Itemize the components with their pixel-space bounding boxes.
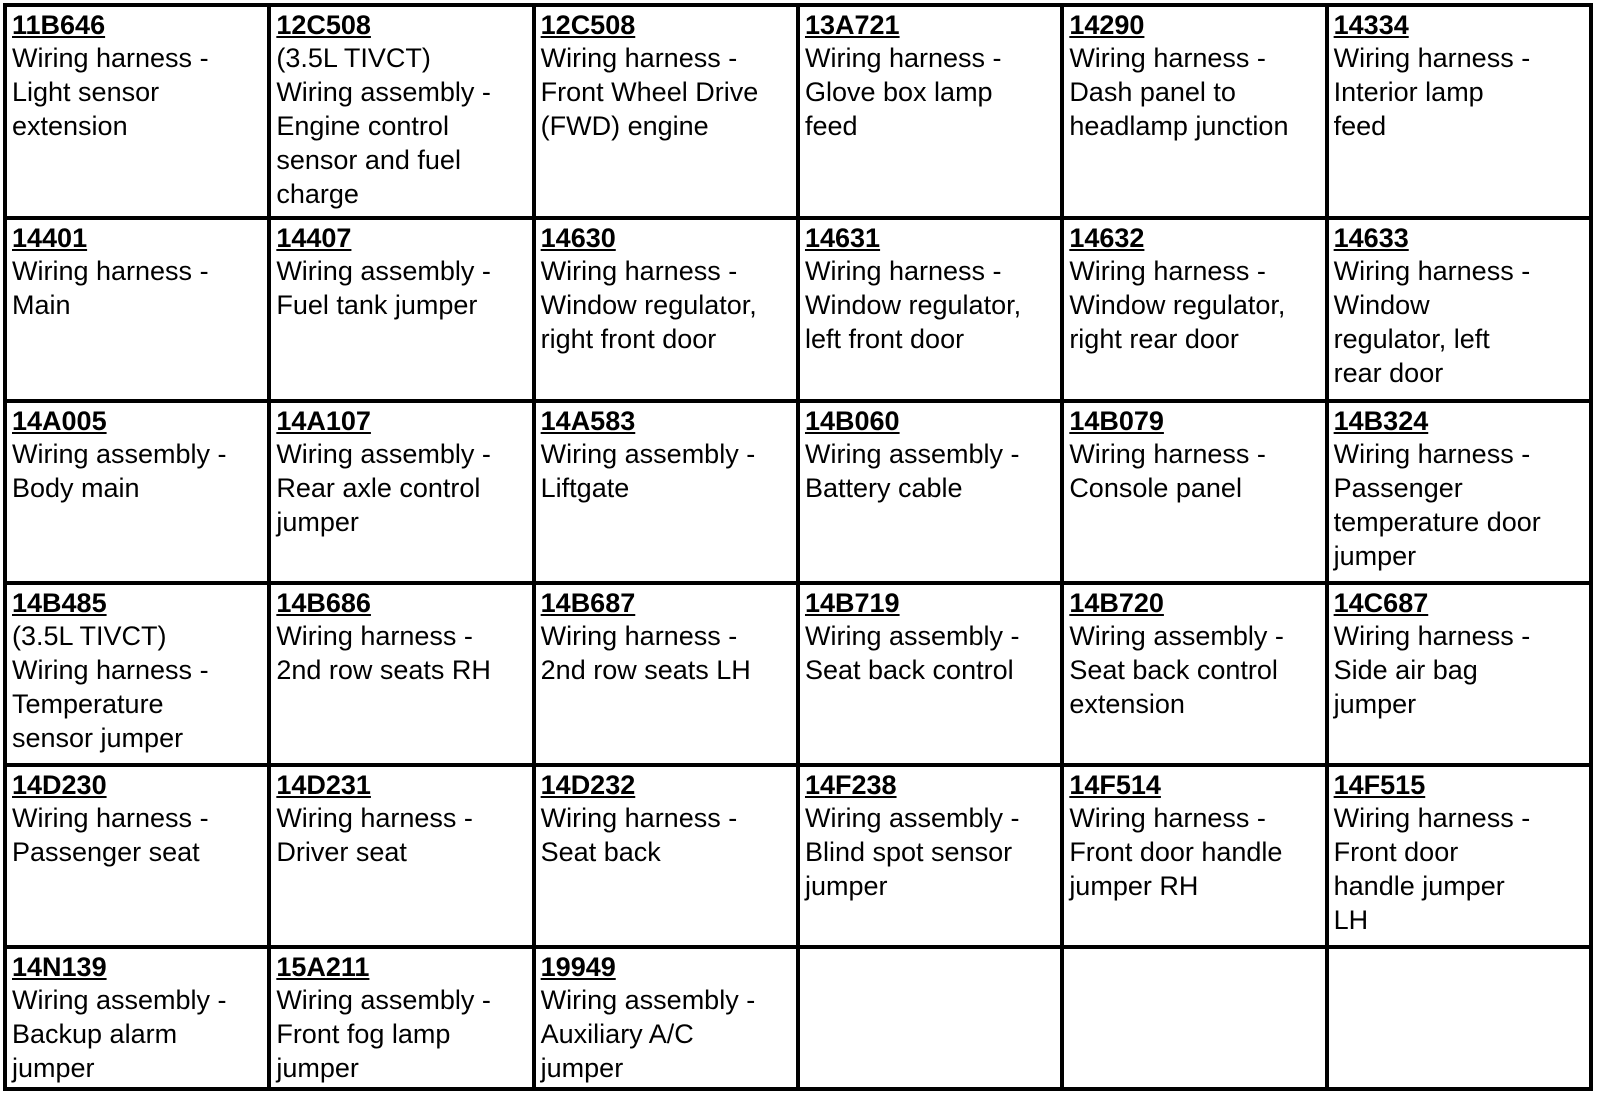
- part-code: 14A005: [12, 405, 107, 436]
- part-code: 12C508: [540, 10, 636, 40]
- table-cell: [1064, 220, 1324, 399]
- table-cell: [536, 220, 796, 399]
- empty-cell: [800, 949, 1060, 1087]
- table-cell: [1064, 403, 1324, 581]
- part-description: Wiring assembly - Seat back control: [804, 620, 1020, 685]
- part-code: 12C508: [276, 10, 371, 40]
- part-code: 14D232: [540, 770, 636, 801]
- part-description: (3.5L TIVCT) Wiring harness - Temperature sensor jumper: [12, 620, 209, 753]
- table-cell: [536, 403, 796, 581]
- part-description: Wiring harness - Front Wheel Drive (FWD) engine: [540, 43, 759, 141]
- empty-cell: [1329, 949, 1589, 1087]
- table-row: [7, 585, 1589, 763]
- table-row: [7, 767, 1589, 945]
- part-description: Wiring assembly - Battery cable: [804, 438, 1020, 503]
- part-code: 14632: [1069, 222, 1145, 253]
- part-description: Wiring harness - Glove box lamp feed: [804, 43, 1002, 141]
- part-description: Wiring harness - Window regulator, left front door: [804, 255, 1022, 354]
- part-description: Wiring harness - Dash panel to headlamp junction: [1069, 43, 1289, 141]
- table-row: [7, 403, 1589, 581]
- part-code: 15A211: [276, 952, 370, 983]
- table-cell: [7, 949, 267, 1087]
- table-cell: [800, 767, 1060, 945]
- part-code: 14B687: [540, 587, 636, 618]
- part-description: Wiring harness - Driver seat: [276, 803, 473, 868]
- part-description: Wiring harness - Window regulator, right front door: [540, 255, 757, 354]
- part-description: Wiring assembly - Front fog lamp jumper: [276, 985, 491, 1084]
- part-description: Wiring harness - Passenger temperature door jumper: [1333, 438, 1541, 571]
- part-description: Wiring assembly - Liftgate: [540, 438, 756, 503]
- table-cell: [536, 949, 796, 1087]
- table-cell: [271, 7, 531, 216]
- table-cell: [271, 585, 531, 763]
- part-description: Wiring assembly - Backup alarm jumper: [12, 985, 227, 1084]
- table-cell: [271, 767, 531, 945]
- part-code: 14A107: [276, 405, 371, 436]
- part-description: Wiring assembly - Auxiliary A/C jumper: [540, 985, 756, 1084]
- part-description: Wiring harness - 2nd row seats LH: [540, 620, 751, 685]
- part-code: 14B060: [804, 405, 900, 436]
- table-cell: [1064, 585, 1324, 763]
- part-description: Wiring assembly - Fuel tank jumper: [276, 255, 491, 320]
- part-description: (3.5L TIVCT) Wiring assembly - Engine control sensor and fuel charge: [276, 43, 491, 209]
- part-code: 14D230: [12, 770, 107, 801]
- table-cell: [1064, 7, 1324, 216]
- table-cell: [1329, 585, 1589, 763]
- part-code: 19949: [540, 952, 616, 983]
- part-description: Wiring assembly - Blind spot sensor jumper: [804, 803, 1020, 902]
- wiring-harness-table: [3, 3, 1593, 1091]
- table-cell: [800, 7, 1060, 216]
- table-cell: [1329, 220, 1589, 399]
- part-description: Wiring harness - Seat back: [540, 803, 738, 868]
- table-cell: [271, 949, 531, 1087]
- table-cell: [1329, 403, 1589, 581]
- part-code: 14401: [12, 222, 88, 253]
- table-cell: [1329, 7, 1589, 216]
- table-cell: [271, 220, 531, 399]
- table-cell: [271, 403, 531, 581]
- table-cell: [7, 220, 267, 399]
- part-description: Wiring harness - Passenger seat: [12, 803, 209, 868]
- part-code: 14633: [1333, 222, 1409, 253]
- table-cell: [1064, 767, 1324, 945]
- table-cell: [800, 585, 1060, 763]
- part-code: 14A583: [540, 405, 636, 436]
- part-description: Wiring harness - Side air bag jumper: [1333, 620, 1531, 719]
- part-code: 14C687: [1333, 587, 1429, 618]
- part-description: Wiring harness - Light sensor extension: [12, 43, 209, 141]
- part-description: Wiring harness - Front door handle jumper RH: [1069, 803, 1283, 902]
- table-cell: [7, 767, 267, 945]
- part-code: 14B079: [1069, 405, 1164, 436]
- part-code: 14334: [1333, 10, 1409, 40]
- part-code: 14B720: [1069, 587, 1164, 618]
- table-cell: [7, 585, 267, 763]
- table-row: [7, 220, 1589, 399]
- table-cell: [1329, 767, 1589, 945]
- part-description: Wiring harness - Console panel: [1069, 438, 1266, 503]
- part-code: 14F515: [1333, 770, 1426, 801]
- table-cell: [800, 403, 1060, 581]
- part-code: 14B686: [276, 587, 371, 618]
- part-description: Wiring assembly - Rear axle control jumper: [276, 438, 491, 537]
- part-description: Wiring harness - 2nd row seats RH: [276, 620, 491, 685]
- part-description: Wiring assembly - Body main: [12, 438, 227, 503]
- part-description: Wiring harness - Main: [12, 255, 209, 320]
- table-cell: [536, 767, 796, 945]
- empty-cell: [1064, 949, 1324, 1087]
- part-code: 14N139: [12, 952, 107, 983]
- part-code: 14B719: [804, 587, 900, 618]
- part-code: 14B324: [1333, 405, 1429, 436]
- part-code: 14407: [276, 222, 352, 253]
- part-code: 14B485: [12, 587, 107, 618]
- part-code: 14290: [1069, 10, 1145, 40]
- part-code: 14F514: [1069, 770, 1161, 801]
- part-code: 11B646: [12, 10, 106, 40]
- table-cell: [536, 585, 796, 763]
- part-code: 14630: [540, 222, 616, 253]
- table-row: [7, 949, 1589, 1087]
- table-row: [7, 7, 1589, 216]
- part-description: Wiring harness - Window regulator, right rear door: [1069, 255, 1286, 354]
- table-cell: [7, 403, 267, 581]
- part-description: Wiring assembly - Seat back control extension: [1069, 620, 1284, 719]
- part-code: 14F238: [804, 770, 897, 801]
- part-code: 14631: [804, 222, 881, 253]
- part-description: Wiring harness - Window regulator, left rear door: [1333, 255, 1531, 388]
- table-cell: [7, 7, 267, 216]
- table-cell: [536, 7, 796, 216]
- part-code: 13A721: [804, 10, 900, 40]
- part-code: 14D231: [276, 770, 371, 801]
- part-description: Wiring harness - Front door handle jumper LH: [1333, 803, 1531, 936]
- part-description: Wiring harness - Interior lamp feed: [1333, 43, 1531, 141]
- table-cell: [800, 220, 1060, 399]
